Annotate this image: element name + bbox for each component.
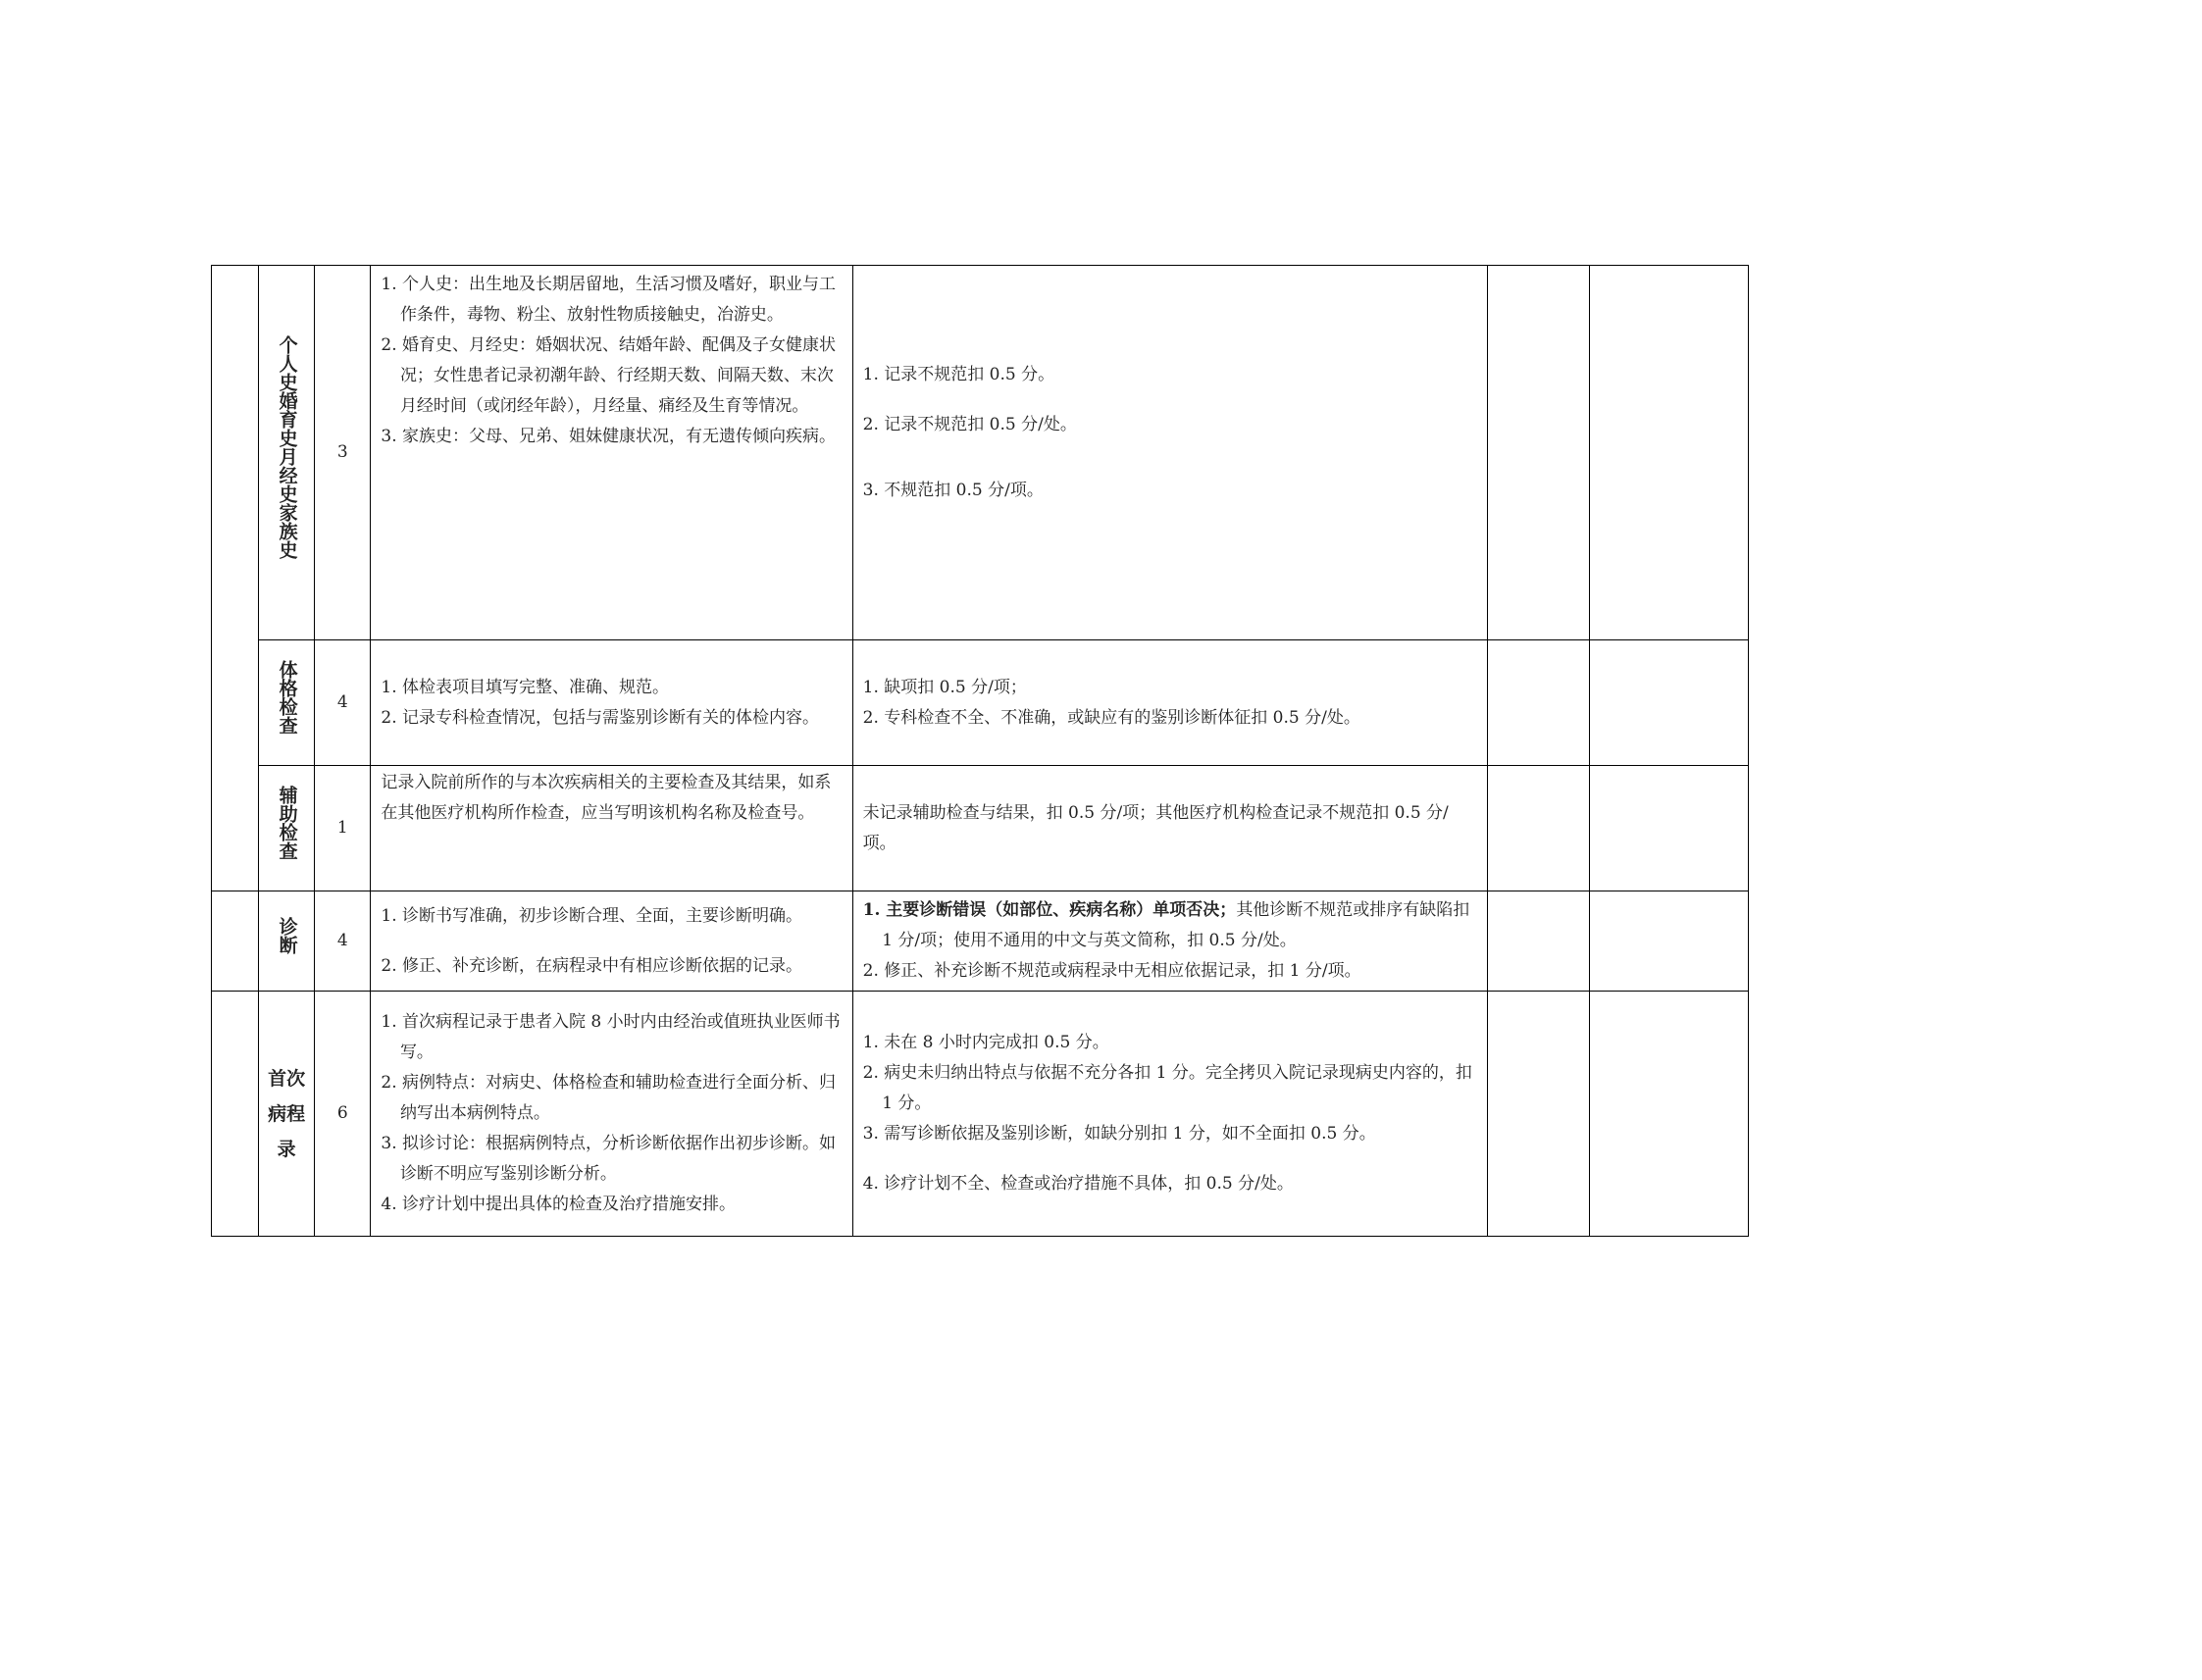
- deduction-line: 2. 记录不规范扣 0.5 分/处。: [862, 415, 1077, 434]
- deduction-line: 1. 缺项扣 0.5 分/项；: [862, 677, 1027, 697]
- deduction-cell: [852, 266, 1488, 640]
- score-result-cell: [1488, 266, 1589, 640]
- requirement-line: 3. 拟诊讨论：根据病例特点，分析诊断依据作出初步诊断。如诊断不明应写鉴别诊断分析。: [381, 1134, 837, 1184]
- table-row: [212, 266, 1749, 640]
- score-cell: 4: [315, 891, 371, 992]
- category-cell: [212, 891, 259, 992]
- category-cell: [212, 992, 259, 1237]
- table-row: [212, 766, 1749, 891]
- item-title: 个人史婚育史月经史家族史: [276, 335, 298, 559]
- item-title: 首次病程录: [268, 1067, 306, 1160]
- deduction-line: 4. 诊疗计划不全、检查或治疗措施不具体，扣 0.5 分/处。: [862, 1174, 1294, 1194]
- item-title: 诊断: [276, 917, 298, 954]
- deduction-line: 其他诊断不规范或排序有缺陷扣 1 分/项；使用不通用的中文与英文简称，扣 0.5 分/处。: [882, 900, 1470, 950]
- scoring-table: [211, 265, 1749, 1237]
- score-result-cell: [1488, 992, 1589, 1237]
- score-cell: 6: [315, 992, 371, 1237]
- deduction-line: 1. 记录不规范扣 0.5 分。: [862, 365, 1055, 384]
- requirement-cell: [371, 891, 852, 992]
- score-result-cell: [1488, 766, 1589, 891]
- remark-cell: [1589, 992, 1748, 1237]
- requirement-line: 1. 个人史：出生地及长期居留地，生活习惯及嗜好，职业与工作条件，毒物、粉尘、放射性物质接触史，冶游史。: [381, 275, 837, 325]
- table-row: [212, 992, 1749, 1237]
- veto-rule: 1. 主要诊断错误（如部位、疾病名称）单项否决；: [862, 900, 1237, 920]
- score-cell: 4: [315, 640, 371, 766]
- item-title: 辅助检查: [276, 786, 298, 860]
- score-result-cell: [1488, 640, 1589, 766]
- deduction-cell: [852, 766, 1488, 891]
- item-title: 体格检查: [276, 660, 298, 735]
- item-cell: [259, 266, 315, 640]
- remark-cell: [1589, 766, 1748, 891]
- item-cell: [259, 640, 315, 766]
- requirement-line: 记录入院前所作的与本次疾病相关的主要检查及其结果，如系在其他医疗机构所作检查，应当写明该机构名称及检查号。: [381, 773, 832, 823]
- deduction-line: 2. 修正、补充诊断不规范或病程录中无相应依据记录，扣 1 分/项。: [862, 961, 1361, 981]
- remark-cell: [1589, 640, 1748, 766]
- deduction-line: 未记录辅助检查与结果，扣 0.5 分/项；其他医疗机构检查记录不规范扣 0.5 分/项。: [862, 802, 1449, 853]
- requirement-cell: [371, 992, 852, 1237]
- deduction-line: 3. 需写诊断依据及鉴别诊断，如缺分别扣 1 分，如不全面扣 0.5 分。: [862, 1124, 1376, 1144]
- category-cell: [212, 266, 259, 891]
- item-cell: [259, 891, 315, 992]
- requirement-line: 2. 病例特点：对病史、体格检查和辅助检查进行全面分析、归纳写出本病例特点。: [381, 1073, 837, 1123]
- requirement-line: 2. 修正、补充诊断，在病程录中有相应诊断依据的记录。: [381, 955, 803, 976]
- table-row: [212, 640, 1749, 766]
- deduction-line: 1. 未在 8 小时内完成扣 0.5 分。: [862, 1033, 1109, 1052]
- deduction-cell: [852, 891, 1488, 992]
- requirement-cell: [371, 766, 852, 891]
- requirement-line: 1. 首次病程记录于患者入院 8 小时内由经治或值班执业医师书写。: [381, 1012, 841, 1062]
- requirement-line: 2. 记录专科检查情况，包括与需鉴别诊断有关的体检内容。: [381, 707, 820, 728]
- deduction-line: 2. 专科检查不全、不准确，或缺应有的鉴别诊断体征扣 0.5 分/处。: [862, 707, 1360, 728]
- deduction-cell: [852, 992, 1488, 1237]
- item-cell: [259, 992, 315, 1237]
- score-cell: 3: [315, 266, 371, 640]
- remark-cell: [1589, 891, 1748, 992]
- requirement-line: 1. 诊断书写准确，初步诊断合理、全面，主要诊断明确。: [381, 905, 803, 926]
- deduction-line: 2. 病史未归纳出特点与依据不充分各扣 1 分。完全拷贝入院记录现病史内容的，扣 1 分。: [862, 1063, 1472, 1113]
- score-cell: 1: [315, 766, 371, 891]
- requirement-line: 1. 体检表项目填写完整、准确、规范。: [381, 677, 670, 697]
- requirement-cell: [371, 640, 852, 766]
- item-cell: [259, 766, 315, 891]
- requirement-line: 3. 家族史：父母、兄弟、姐妹健康状况，有无遗传倾向疾病。: [381, 427, 837, 446]
- requirement-line: 2. 婚育史、月经史：婚姻状况、结婚年龄、配偶及子女健康状况；女性患者记录初潮年龄、行经期天数、间隔天数、末次月经时间（或闭经年龄），月经量、痛经及生育等情况。: [381, 335, 837, 416]
- requirement-line: 4. 诊疗计划中提出具体的检查及治疗措施安排。: [381, 1195, 737, 1214]
- deduction-cell: [852, 640, 1488, 766]
- requirement-cell: [371, 266, 852, 640]
- remark-cell: [1589, 266, 1748, 640]
- table-row: [212, 891, 1749, 992]
- deduction-line: 3. 不规范扣 0.5 分/项。: [862, 481, 1044, 500]
- score-result-cell: [1488, 891, 1589, 992]
